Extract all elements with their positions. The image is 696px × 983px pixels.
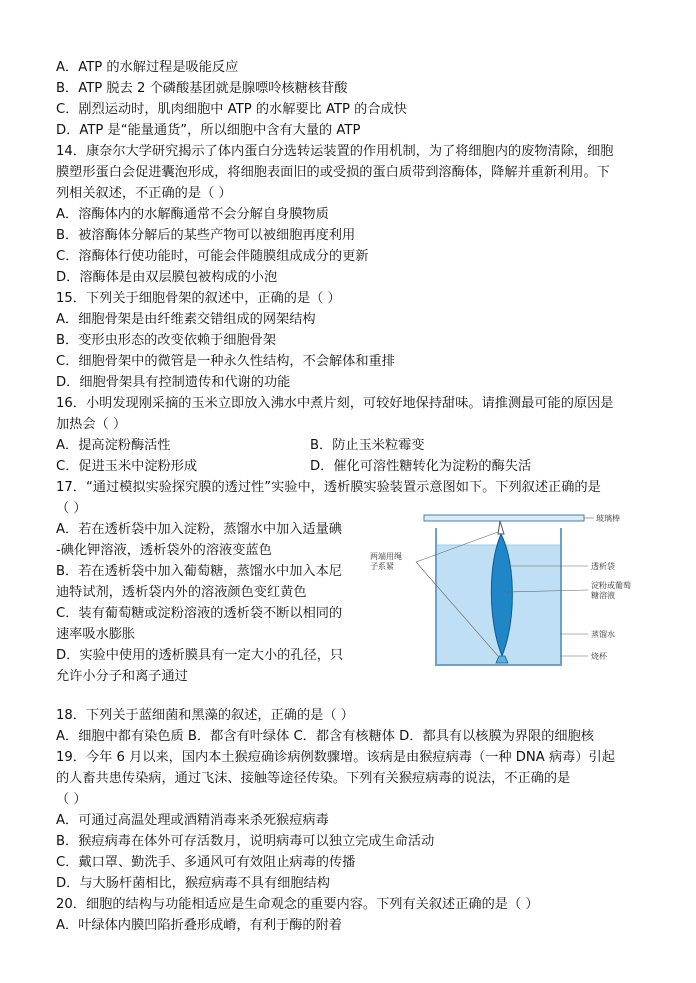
q15-option-b: B．变形虫形态的改变依赖于细胞骨架 (56, 333, 277, 348)
dialysis-apparatus-figure (366, 510, 642, 670)
q18-stem: 18．下列关于蓝细菌和黑藻的叙述，正确的是（ ） (56, 708, 354, 723)
q17-option-d-line1: D．实验中使用的透析膜具有一定大小的孔径，只 (56, 648, 344, 663)
q14-stem-line2: 膜塑形蛋白会促进囊泡形成，将细胞表面旧的或受损的蛋白质带到溶酶体，降解并重新利用。下 (56, 165, 610, 180)
q16-option-b: B．防止玉米粒霉变 (310, 438, 425, 453)
q19-option-d: D．与大肠杆菌相比，猴痘病毒不具有细胞结构 (56, 876, 330, 891)
q17-stem-line2: （ ） (56, 501, 87, 516)
q17-option-d-line2: 允许小分子和离子通过 (56, 669, 188, 684)
q14-option-a: A．溶酶体内的水解酶通常不会分解自身膜物质 (56, 207, 329, 222)
q14-option-c: C．溶酶体行使功能时，可能会伴随膜组成成分的更新 (56, 249, 369, 264)
q17-option-a-line1: A．若在透析袋中加入淀粉，蒸馏水中加入适量碘 (56, 522, 342, 537)
label-distilled-water: 蒸馏水 (591, 630, 615, 639)
q14-option-b: B．被溶酶体分解后的某些产物可以被细胞再度利用 (56, 228, 356, 243)
glass-rod (424, 515, 584, 521)
q20-stem: 20．细胞的结构与功能相适应是生命观念的重要内容。下列有关叙述正确的是（ ） (56, 897, 539, 912)
q15-option-a: A．细胞骨架是由纤维素交错组成的网架结构 (56, 312, 316, 327)
q14-option-d: D．溶酶体是由双层膜包被构成的小泡 (56, 270, 278, 285)
q20-option-a: A．叶绿体内膜凹陷折叠形成嵴，有利于酶的附着 (56, 918, 342, 933)
q17-option-b-line1: B．若在透析袋中加入葡萄糖，蒸馏水中加入本尼 (56, 564, 342, 579)
label-glass-rod: 玻璃棒 (596, 514, 620, 523)
label-string-ties-line1: 两端用绳 (370, 552, 402, 561)
q15-option-d: D．细胞骨架具有控制遗传和代谢的功能 (56, 375, 291, 390)
q17-option-b-line2: 迪特试剂，透析袋内外的溶液颜色变红黄色 (56, 585, 307, 600)
q19-option-a: A．可通过高温处理或酒精消毒来杀死猴痘病毒 (56, 813, 329, 828)
q19-stem-line2: 的人畜共患传染病，通过飞沫、接触等途径传染。下列有关猴痘病毒的说法，不正确的是 (56, 771, 571, 786)
q19-stem-line3: （ ） (56, 792, 87, 807)
label-dialysis-bag: 透析袋 (591, 562, 615, 571)
q17-option-a-line2: -碘化钾溶液，透析袋外的溶液变蓝色 (56, 543, 272, 558)
q16-option-d: D．催化可溶性糖转化为淀粉的酶失活 (310, 459, 532, 474)
q19-stem-line1: 19．今年 6 月以来，国内本土猴痘确诊病例数骤增。该病是由猴痘病毒（一种 DNA 病毒）引起 (56, 750, 615, 765)
q15-option-c: C．细胞骨架中的微管是一种永久性结构，不会解体和重排 (56, 354, 395, 369)
label-solution-line1: 淀粉或葡萄 (591, 581, 631, 590)
q16-stem-line1: 16．小明发现刚采摘的玉米立即放入沸水中煮片刻，可较好地保持甜味。请推测最可能的原因是 (56, 396, 614, 411)
q19-option-b: B．猴痘病毒在体外可存活数月，说明病毒可以独立完成生命活动 (56, 834, 435, 849)
q13-option-b: B．ATP 脱去 2 个磷酸基团就是腺嘌呤核糖核苷酸 (56, 81, 348, 96)
q14-stem-line1: 14．康奈尔大学研究揭示了体内蛋白分选转运装置的作用机制，为了将细胞内的废物清除，细胞 (56, 144, 614, 159)
q17-option-c-line1: C．装有葡萄糖或淀粉溶液的透析袋不断以相同的 (56, 606, 343, 621)
q17-stem-line1: 17．“通过模拟实验探究膜的透过性”实验中，透析膜实验装置示意图如下。下列叙述正确的是 (56, 480, 601, 495)
q13-option-a: A．ATP 的水解过程是吸能反应 (56, 60, 239, 75)
label-string-ties-line2: 子系紧 (370, 562, 394, 571)
label-solution-line2: 糖溶液 (591, 591, 615, 600)
label-beaker: 烧杯 (591, 652, 607, 661)
q16-option-c: C．促进玉米中淀粉形成 (56, 459, 198, 474)
string-tie-top (498, 521, 504, 534)
q14-stem-line3: 列相关叙述，不正确的是（ ） (56, 186, 232, 201)
q19-option-c: C．戴口罩、勤洗手、多通风可有效阻止病毒的传播 (56, 855, 356, 870)
q17-option-c-line2: 速率吸水膨胀 (56, 627, 136, 642)
q16-option-a: A．提高淀粉酶活性 (56, 438, 171, 453)
q13-option-c: C．剧烈运动时，肌肉细胞中 ATP 的水解要比 ATP 的合成快 (56, 102, 407, 117)
q13-option-d: D．ATP 是“能量通货”，所以细胞中含有大量的 ATP (56, 123, 361, 138)
q15-stem: 15．下列关于细胞骨架的叙述中，正确的是（ ） (56, 291, 341, 306)
q18-options: A．细胞中都有染色质 B．都含有叶绿体 C．都含有核糖体 D．都具有以核膜为界限的细胞核 (56, 729, 594, 744)
q16-stem-line2: 加热会（ ） (56, 417, 127, 432)
